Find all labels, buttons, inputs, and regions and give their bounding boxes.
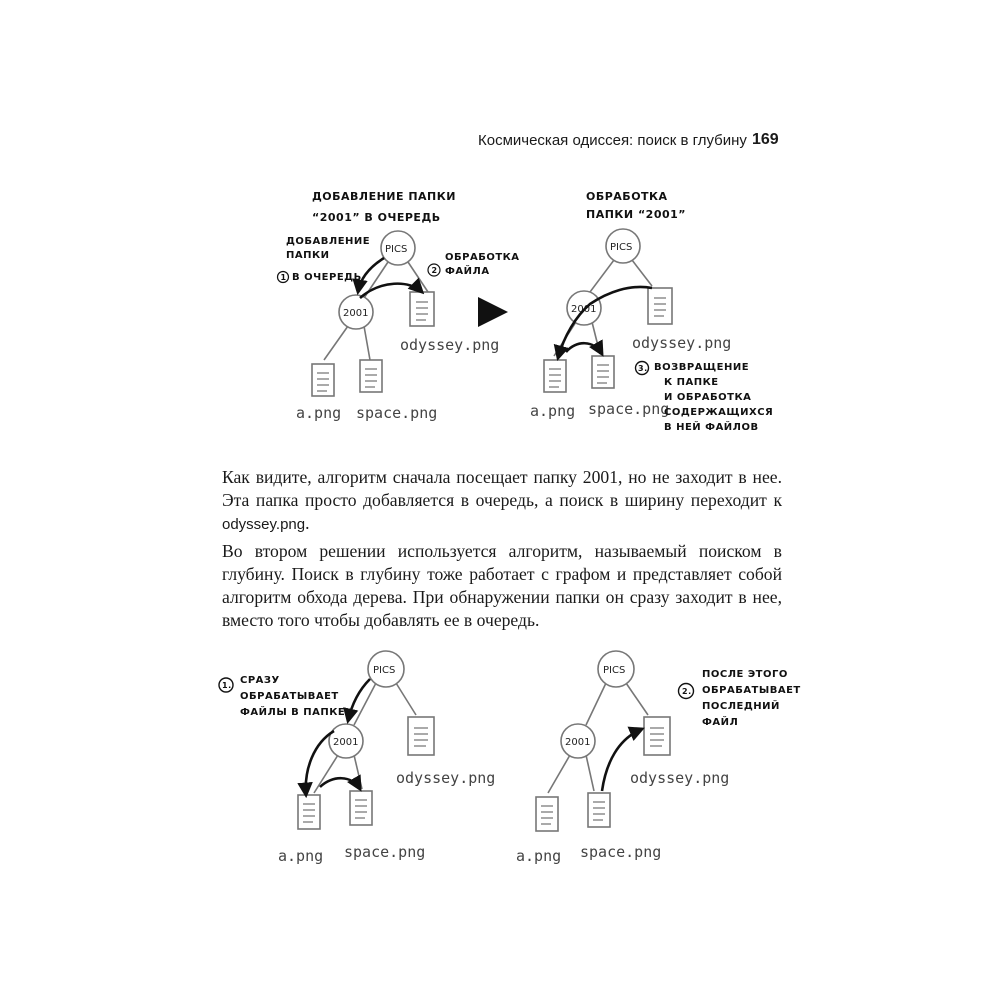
note-line3: ФАЙЛЫ В ПАПКЕ [240,707,346,718]
note3-line3: И ОБРАБОТКА [664,392,752,403]
folder-label: 2001 [333,737,359,748]
note-line1: СРАЗУ [240,675,280,686]
folder-label: 2001 [343,308,369,319]
note-line4: ФАЙЛ [702,717,739,728]
edge-root-file [396,683,416,715]
file-a-label: a.png [516,847,562,865]
edge-folder-space [364,326,370,360]
file-space-icon [360,360,382,392]
file-a-label: a.png [530,402,576,420]
edge-folder-space [586,755,594,791]
note3-line1: ВОЗВРАЩЕНИЕ [654,362,750,373]
note1-line3: В ОЧЕРЕДЬ [292,272,362,283]
note2-line2: ФАЙЛА [445,266,490,277]
edge-root-folder [590,260,614,292]
folder-label: 2001 [565,737,591,748]
file-odyssey-icon [410,292,434,326]
root-label: PICS [603,665,626,676]
caption-right-line1: ОБРАБОТКА [586,190,668,203]
file-odyssey-icon [408,717,434,755]
note1-line1: ДОБАВЛЕНИЕ [286,236,371,247]
note-line1: ПОСЛЕ ЭТОГО [702,669,788,680]
file-odyssey-label: odyssey.png [632,334,732,352]
file-space-label: space.png [356,404,438,422]
note-line2: ОБРАБАТЫВАЕТ [240,691,339,702]
note3-num: 3. [638,364,648,373]
note2-num: 2 [431,266,438,275]
figure-bottom-svg [210,645,810,875]
file-space-label: space.png [344,843,426,861]
file-a-label: a.png [296,404,342,422]
edge-folder-a [324,326,348,360]
figure-bottom [210,645,810,875]
file-space-label: space.png [588,400,670,418]
edge-folder-a [314,755,338,793]
edge-root-folder [586,683,606,725]
root-label: PICS [373,665,396,676]
note-line2: ОБРАБАТЫВАЕТ [702,685,801,696]
note3-line2: К ПАПКЕ [664,377,719,388]
note3-line5: В НЕЙ ФАЙЛОВ [664,422,759,433]
paragraph-1-end: . [305,513,310,533]
edge-root-file [626,683,648,715]
note3-line4: СОДЕРЖАЩИХСЯ [664,407,774,418]
figure-bottom-right [516,651,801,865]
note-num: 1. [222,681,232,690]
file-a-icon [298,795,320,829]
figure-top-svg [260,180,800,440]
note2-line1: ОБРАБОТКА [445,252,520,263]
arrow-process-children [566,343,602,354]
file-a-icon [536,797,558,831]
figure-top-left [278,190,520,422]
caption-right-line2: ПАПКИ “2001” [586,208,687,221]
file-odyssey-icon [648,288,672,324]
paragraph-1 [222,466,782,536]
inline-code-odyssey: odyssey.png [222,516,306,533]
file-space-icon [350,791,372,825]
caption-title-line2: “2001” В ОЧЕРЕДЬ [312,211,441,224]
paragraph-2-text: Во втором решении используется алгоритм, называемый поиском в глубину. Поиск в глубину тоже работает с графом и представляет собой алгоритм обхода дерева. При обнаружении папки он сразу заходит в нее, вместо того чтобы добавлять ее в очередь. [222,541,782,630]
page-number: 169 [752,131,779,148]
caption-title-line1: ДОБАВЛЕНИЕ ПАПКИ [312,190,456,203]
edge-root-folder [354,683,376,725]
folder-label: 2001 [571,304,597,315]
note1-line2: ПАПКИ [286,250,330,261]
note1-num: 1 [280,273,287,282]
root-label: PICS [610,242,633,253]
file-a-label: a.png [278,847,324,865]
root-label: PICS [385,244,408,255]
paragraph-1-text: Как видите, алгоритм сначала посещает папку 2001, но не заходит в нее. Эта папка просто добавляется в очередь, а поиск в ширину переходит к [222,467,782,510]
note-num: 2. [682,687,692,696]
figure-bottom-left [219,651,495,865]
file-space-label: space.png [580,843,662,861]
edge-folder-a [548,755,570,793]
file-odyssey-icon [644,717,670,755]
paragraph-2 [222,540,782,632]
file-a-icon [544,360,566,392]
file-odyssey-label: odyssey.png [400,336,500,354]
edge-root-file [632,260,652,286]
figure-top-right [530,190,773,433]
file-space-icon [592,356,614,388]
file-odyssey-label: odyssey.png [630,769,730,787]
running-header [466,130,786,154]
chapter-title: Космическая одиссея: поиск в глубину [478,132,747,149]
arrow-process-space [320,778,360,789]
note-line3: ПОСЛЕДНИЙ [702,701,780,712]
file-a-icon [312,364,334,396]
figure-top [260,180,800,440]
file-odyssey-label: odyssey.png [396,769,496,787]
file-space-icon [588,793,610,827]
